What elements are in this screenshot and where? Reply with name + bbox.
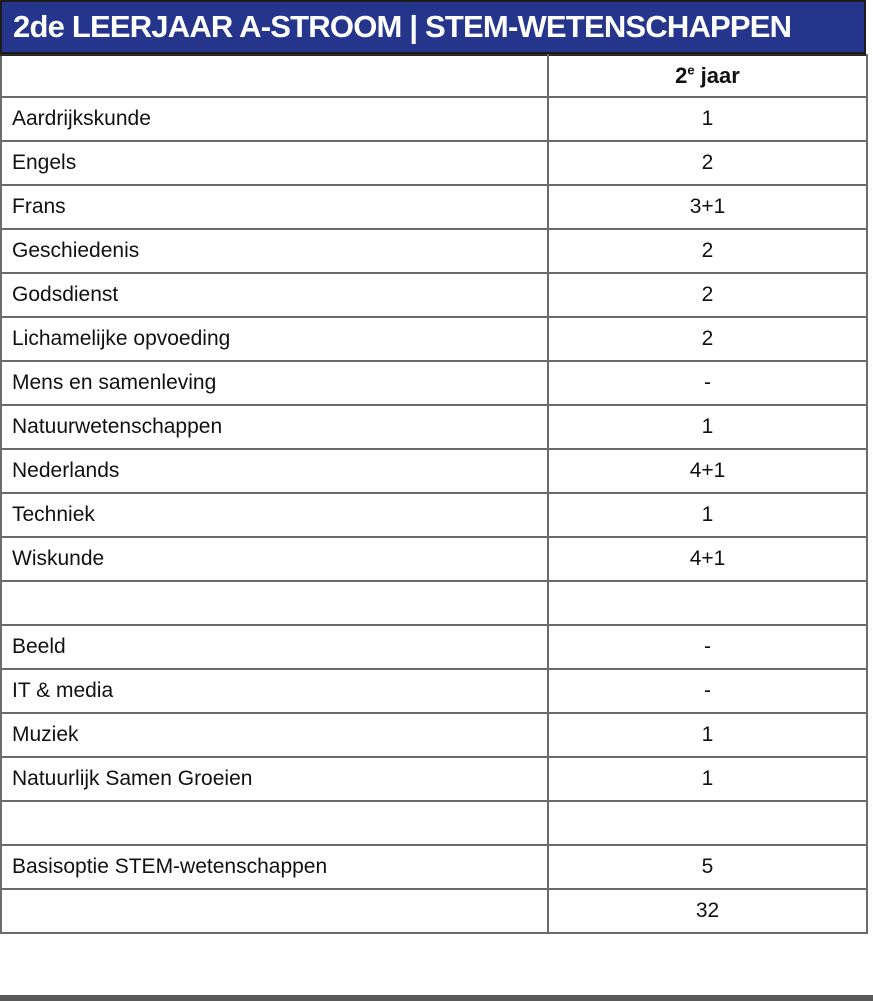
hours-cell: - [548,669,867,713]
subject-cell: Natuurwetenschappen [1,405,548,449]
hours-cell: - [548,625,867,669]
subject-cell [1,801,548,845]
subject-cell: Lichamelijke opvoeding [1,317,548,361]
table-row [1,405,867,449]
table-bottom-border [0,995,873,1001]
subject-cell: Beeld [1,625,548,669]
subject-cell [1,581,548,625]
hours-cell: 1 [548,97,867,141]
hours-cell [548,581,867,625]
table-row [1,625,867,669]
total-hours-cell: 32 [548,889,867,933]
subject-cell: IT & media [1,669,548,713]
hours-cell: 1 [548,405,867,449]
table-row-empty [1,801,867,845]
subject-cell: Mens en samenleving [1,361,548,405]
title-banner [0,0,866,54]
total-row [1,889,867,933]
table-row [1,669,867,713]
table-row [1,493,867,537]
subject-cell: Frans [1,185,548,229]
curriculum-table [0,54,868,934]
subject-cell: Natuurlijk Samen Groeien [1,757,548,801]
table-row [1,97,867,141]
table-row [1,757,867,801]
subject-cell: Techniek [1,493,548,537]
subject-cell: Aardrijkskunde [1,97,548,141]
hours-cell: 2 [548,141,867,185]
year-number: 2 [675,63,688,88]
table-row [1,537,867,581]
subject-cell: Godsdienst [1,273,548,317]
subject-cell: Wiskunde [1,537,548,581]
subject-cell: Basisoptie STEM-wetenschappen [1,845,548,889]
subject-cell: Engels [1,141,548,185]
hours-cell: 2 [548,317,867,361]
subject-cell: Geschiedenis [1,229,548,273]
table-row-empty [1,581,867,625]
hours-cell: 4+1 [548,537,867,581]
table-row [1,273,867,317]
table-row [1,317,867,361]
subject-cell: Nederlands [1,449,548,493]
table-row [1,185,867,229]
year-column-header [548,55,867,97]
hours-cell: 1 [548,757,867,801]
table-header-row [1,55,867,97]
year-label: jaar [700,63,740,88]
table-row [1,713,867,757]
hours-cell: 1 [548,713,867,757]
table-row [1,229,867,273]
hours-cell: 2 [548,273,867,317]
subject-column-header [1,55,548,97]
table-row-basisoptie [1,845,867,889]
hours-cell: 1 [548,493,867,537]
page-title: 2de LEERJAAR A-STROOM | STEM-WETENSCHAPPEN [13,9,792,44]
year-superscript: e [687,62,695,78]
table-row [1,141,867,185]
hours-cell: 3+1 [548,185,867,229]
hours-cell: - [548,361,867,405]
hours-cell: 4+1 [548,449,867,493]
hours-cell: 5 [548,845,867,889]
table-row [1,449,867,493]
subject-cell: Muziek [1,713,548,757]
table-row [1,361,867,405]
hours-cell: 2 [548,229,867,273]
hours-cell [548,801,867,845]
total-label-cell [1,889,548,933]
